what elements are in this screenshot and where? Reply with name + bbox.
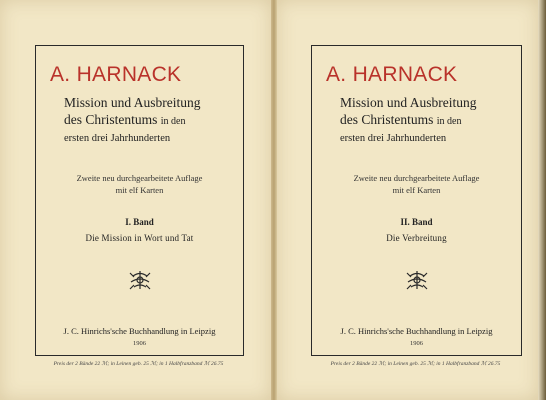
- price-note: Preis der 2 Bände 22 ℳ; in Leinen geb. 25 ℳ; in 1 Halbfranzband ℳ 26.75: [330, 361, 501, 367]
- author-name: A. HARNACK: [50, 63, 182, 86]
- publication-year: 1906: [133, 340, 146, 347]
- title-page-volume-2: [277, 0, 538, 400]
- publication-year: 1906: [410, 340, 423, 347]
- edition-line-2: mit elf Karten: [115, 185, 164, 195]
- edition-line-1: Zweite neu durchgearbeitete Auflage: [76, 173, 203, 183]
- volume-number: I. Band: [125, 217, 154, 227]
- edition-line-2: mit elf Karten: [392, 185, 441, 195]
- title-line-1: Mission und Ausbreitung: [340, 95, 477, 110]
- book-title: [64, 94, 237, 147]
- publisher: J. C. Hinrichs'sche Buchhandlung in Leipzig: [63, 326, 216, 336]
- volume-subtitle: Die Verbreitung: [386, 233, 447, 243]
- price-note: Preis der 2 Bände 22 ℳ; in Leinen geb. 25 ℳ; in 1 Halbfranzband ℳ 26.75: [53, 361, 224, 367]
- publisher: J. C. Hinrichs'sche Buchhandlung in Leipzig: [340, 326, 493, 336]
- title-line-2: [64, 111, 237, 130]
- title-page-volume-1: [0, 0, 271, 400]
- edition-line-1: Zweite neu durchgearbeitete Auflage: [353, 173, 480, 183]
- page-border-frame: [311, 45, 522, 356]
- book-title: [340, 94, 515, 147]
- author-name: A. HARNACK: [326, 63, 458, 86]
- title-line-3: ersten drei Jahrhunderten: [64, 133, 171, 144]
- title-line-2-main: des Christentums: [64, 112, 158, 127]
- title-line-2-main: des Christentums: [340, 112, 434, 127]
- volume-number: II. Band: [400, 217, 433, 227]
- page-edge: [538, 0, 546, 400]
- printer-ornament-icon: [404, 268, 430, 292]
- title-line-2-small: in den: [160, 116, 186, 127]
- edition-note: [312, 172, 521, 196]
- edition-note: [36, 172, 243, 196]
- volume-subtitle: Die Mission in Wort und Tat: [85, 233, 194, 243]
- title-line-2-small: in den: [436, 116, 462, 127]
- page-border-frame: [35, 45, 244, 356]
- title-line-1: Mission und Ausbreitung: [64, 95, 201, 110]
- title-line-2: [340, 111, 515, 130]
- title-line-3: ersten drei Jahrhunderten: [340, 133, 447, 144]
- printer-ornament-icon: [127, 268, 153, 292]
